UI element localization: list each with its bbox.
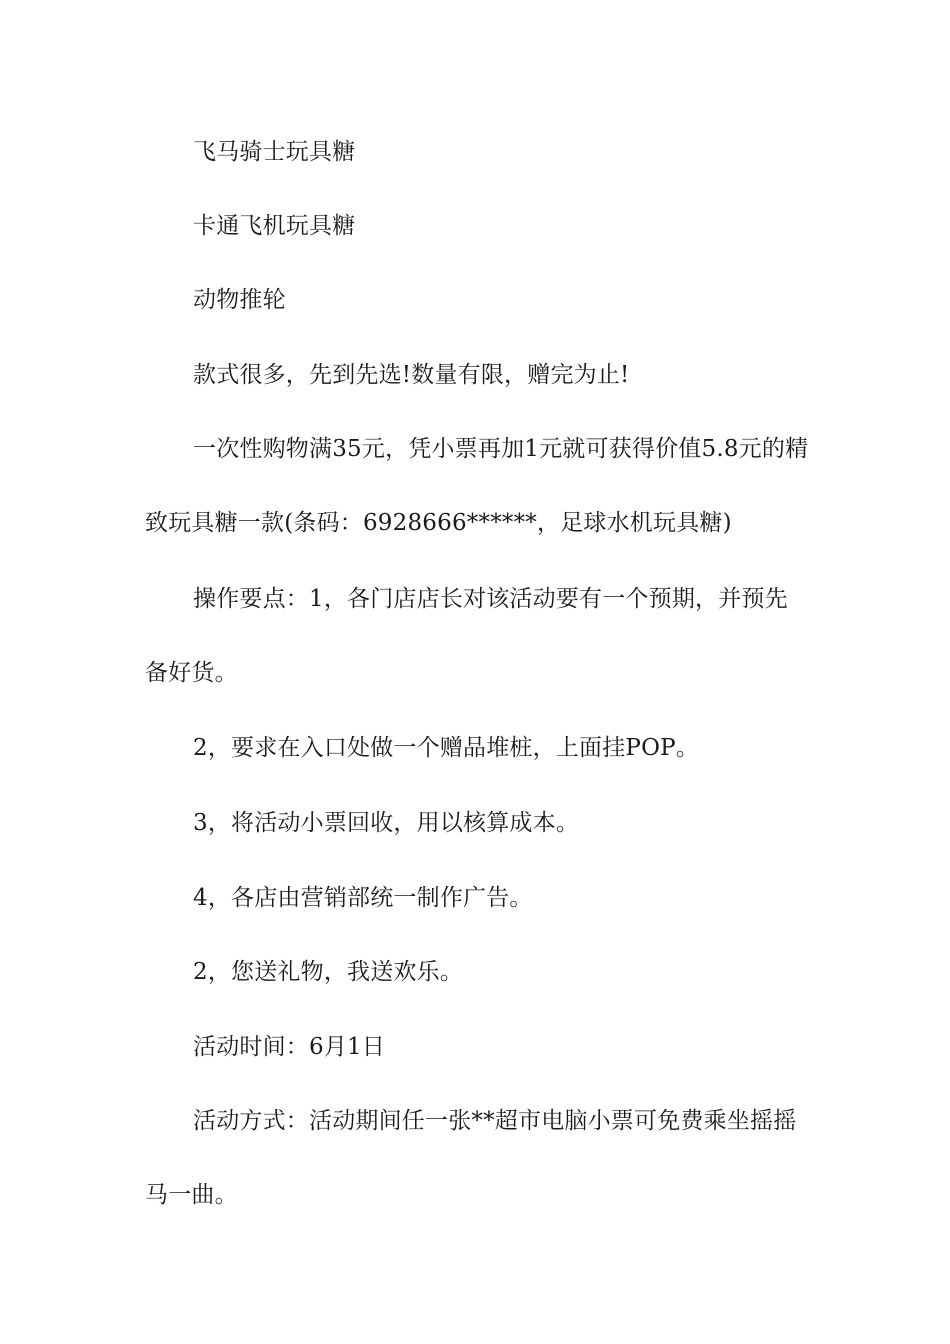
paragraph-section-heading: 2，您送礼物，我送欢乐。 — [193, 959, 464, 985]
paragraph-notice: 款式很多，先到先选!数量有限，赠完为止! — [193, 362, 630, 388]
paragraph-item-3: 动物推轮 — [193, 287, 286, 313]
paragraph-operation-point-2: 2，要求在入口处做一个赠品堆桩，上面挂POP。 — [193, 735, 700, 761]
paragraph-operation-point-3: 3，将活动小票回收，用以核算成本。 — [193, 810, 580, 836]
paragraph-activity-time: 活动时间：6月1日 — [193, 1034, 386, 1060]
paragraph-activity-method: 活动方式：活动期间任一张**超市电脑小票可免费乘坐摇摇马一曲。 — [145, 1108, 797, 1208]
paragraph-item-1: 飞马骑士玩具糖 — [193, 139, 356, 165]
paragraph-operation-point-4: 4，各店由营销部统一制作广告。 — [193, 885, 533, 911]
paragraph-operation-point-1: 操作要点：1，各门店店长对该活动要有一个预期，并预先备好货。 — [145, 586, 788, 686]
paragraph-purchase-offer: 一次性购物满35元，凭小票再加1元就可获得价值5.8元的精致玩具糖一款(条码：6928666******，足球水机玩具糖) — [145, 436, 809, 536]
paragraph-item-2: 卡通飞机玩具糖 — [193, 213, 356, 239]
